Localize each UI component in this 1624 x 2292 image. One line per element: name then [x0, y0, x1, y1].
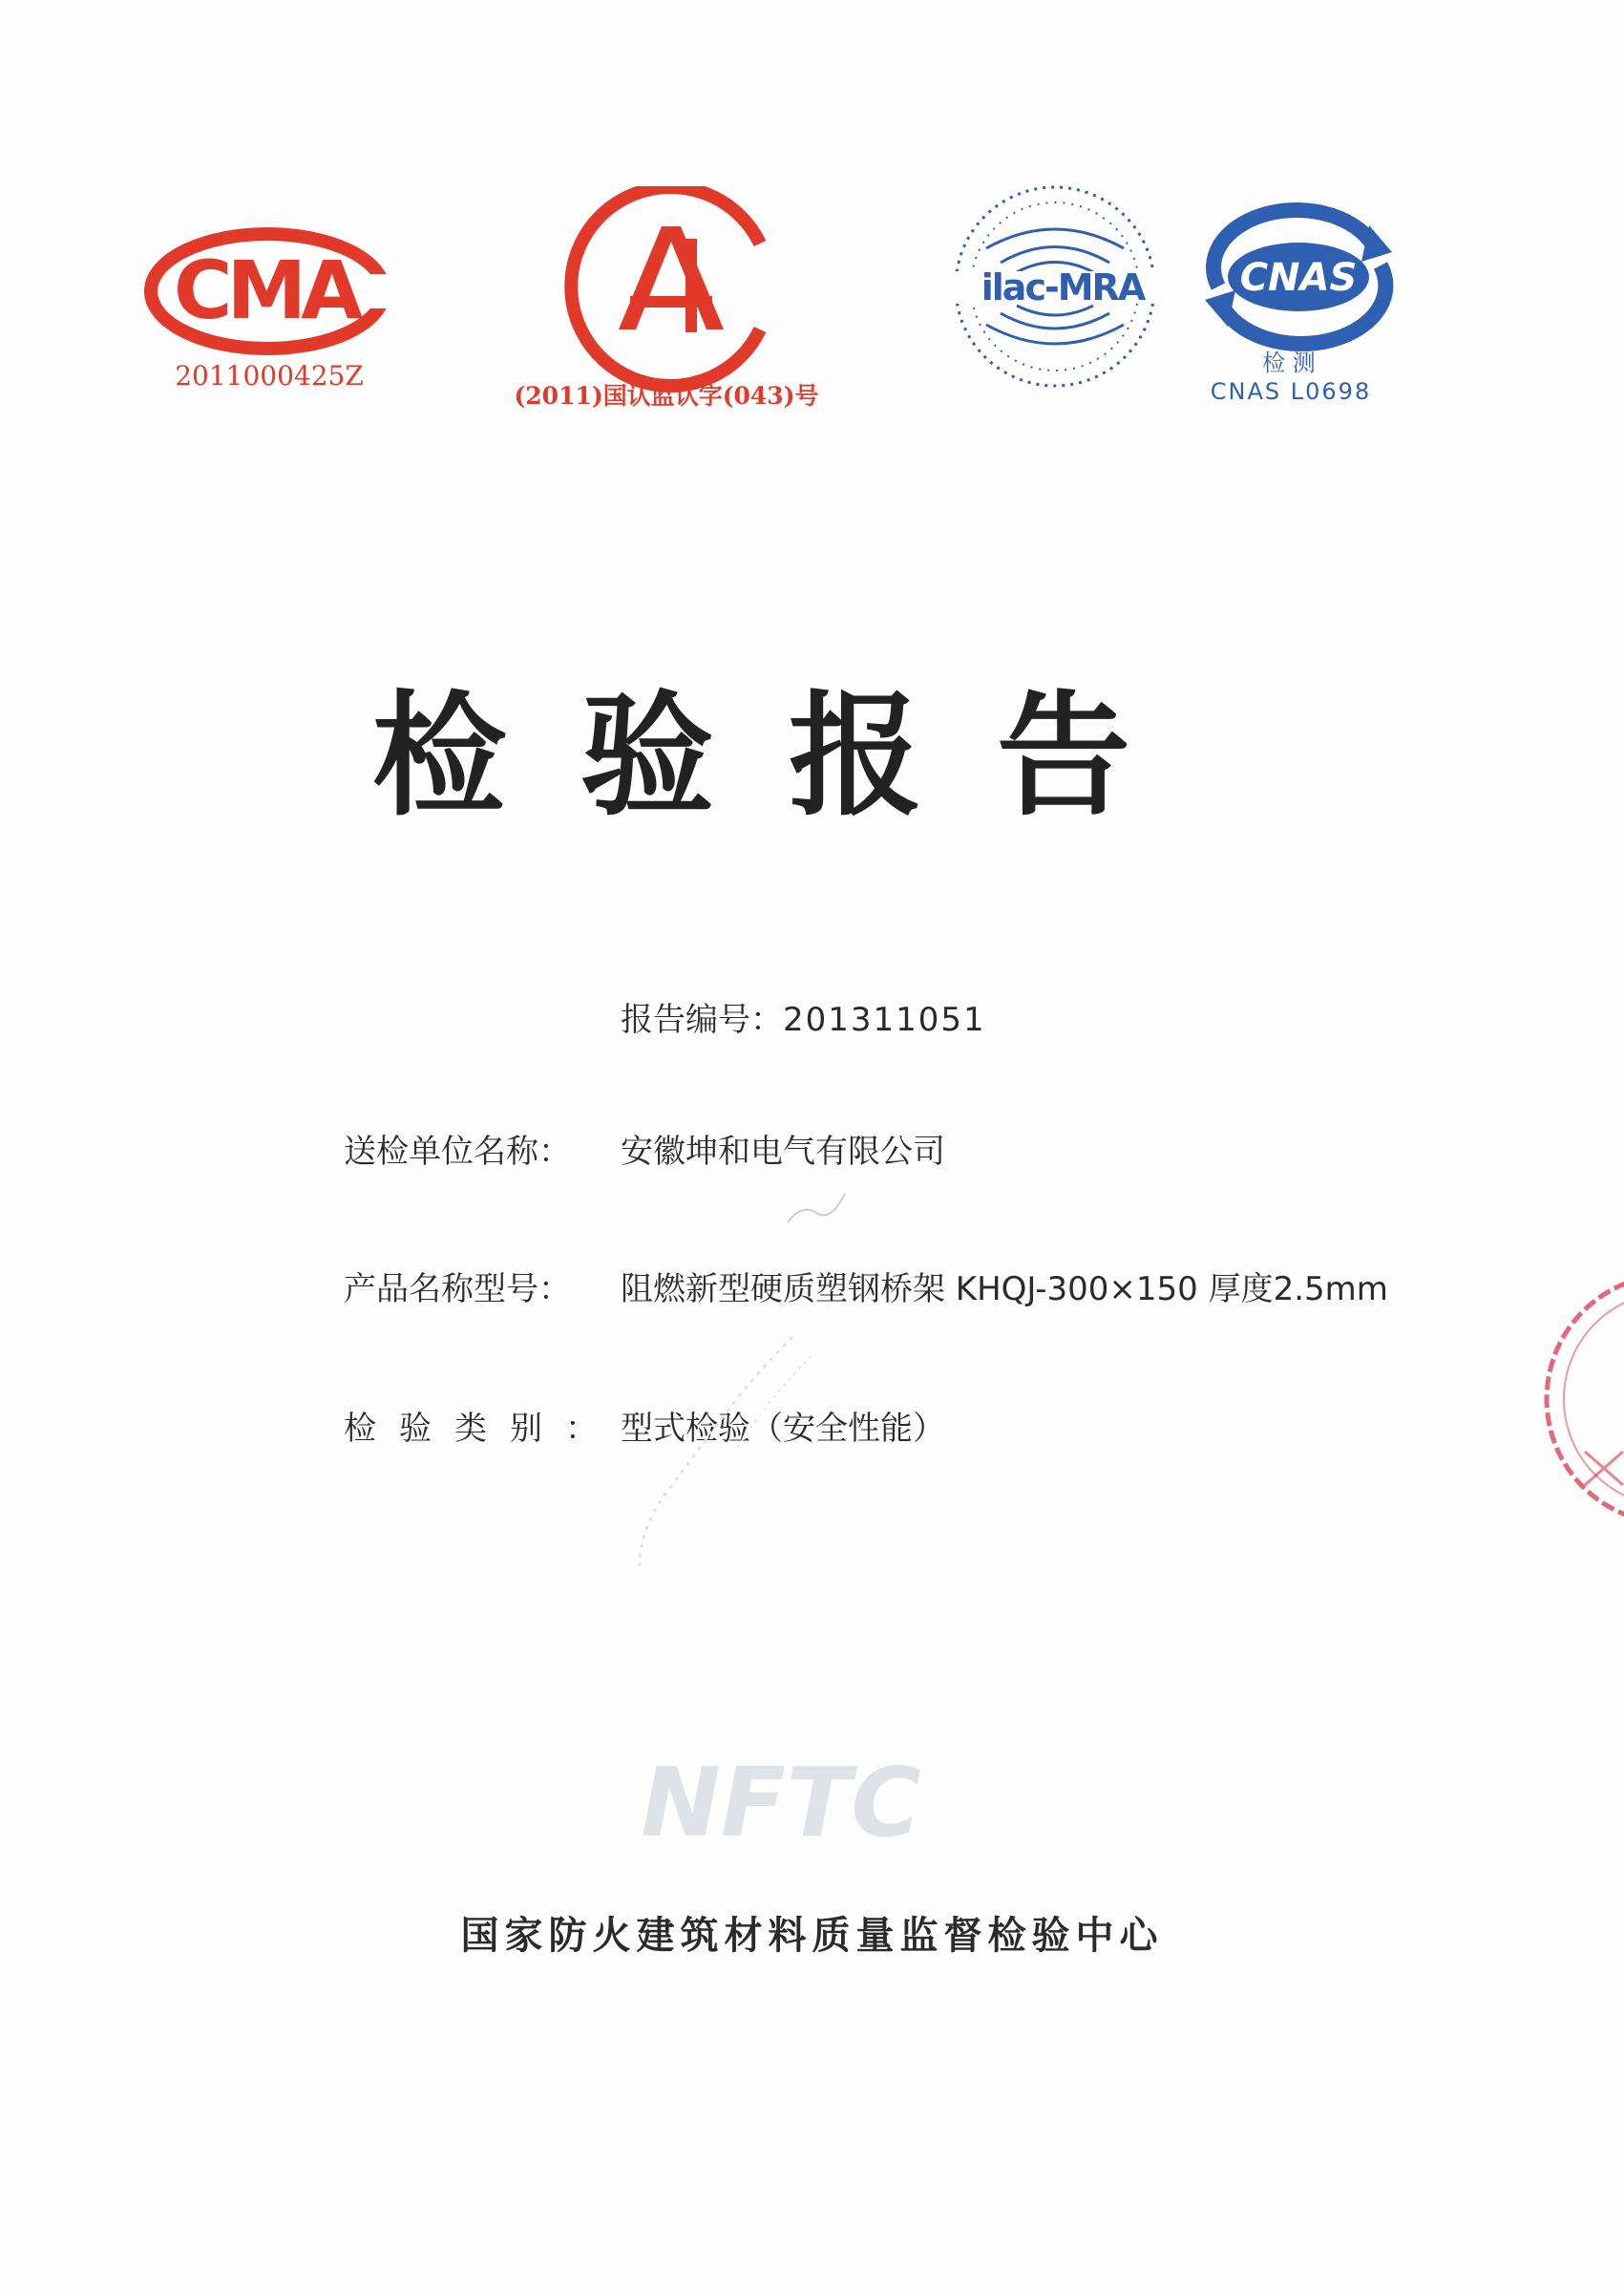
- field-value: 型式检验（安全性能）: [621, 1410, 945, 1448]
- ilac-mra-logo: [948, 172, 1177, 401]
- cma-logo: [143, 215, 401, 387]
- cal-code: (2011)国认监认字(043)号: [514, 382, 819, 410]
- scan-speck: [783, 1184, 850, 1232]
- field-value: 安徽坤和电气有限公司: [621, 1133, 945, 1171]
- field-value: 阻燃新型硬质塑钢桥架 KHQJ-300×150 厚度2.5mm: [621, 1270, 1388, 1308]
- cma-code: 2011000425Z: [175, 360, 364, 387]
- ilac-mra-text: ilac-MRA: [981, 266, 1145, 308]
- issuing-organization: 国家防火建筑材料质量监督检验中心: [460, 1914, 1164, 1958]
- field-label: 送检单位名称：: [344, 1133, 571, 1171]
- cal-logo: [514, 186, 819, 415]
- cnas-code: CNAS L0698: [1210, 378, 1372, 405]
- cnas-sub: 检 测: [1262, 350, 1316, 376]
- nftc-watermark: [619, 1748, 943, 1853]
- report-number-label: 报告编号：: [621, 1001, 783, 1039]
- field-label: 检验类别：: [344, 1410, 621, 1448]
- report-number-line: [621, 993, 986, 1040]
- page-title: 检验报告: [372, 679, 1206, 835]
- cma-logo-text: CMA: [173, 244, 358, 337]
- red-stamp: [1528, 1280, 1624, 1518]
- report-number-value: 201311051: [783, 1001, 986, 1039]
- field-row-client: [344, 1125, 945, 1172]
- cnas-logo-text: CNAS: [1239, 256, 1358, 300]
- field-label: 产品名称型号：: [344, 1270, 571, 1308]
- scan-speck: [611, 1318, 831, 1604]
- field-row-product: [344, 1263, 1388, 1309]
- nftc-text: NFTC: [641, 1748, 921, 1853]
- cnas-logo: [1184, 181, 1413, 411]
